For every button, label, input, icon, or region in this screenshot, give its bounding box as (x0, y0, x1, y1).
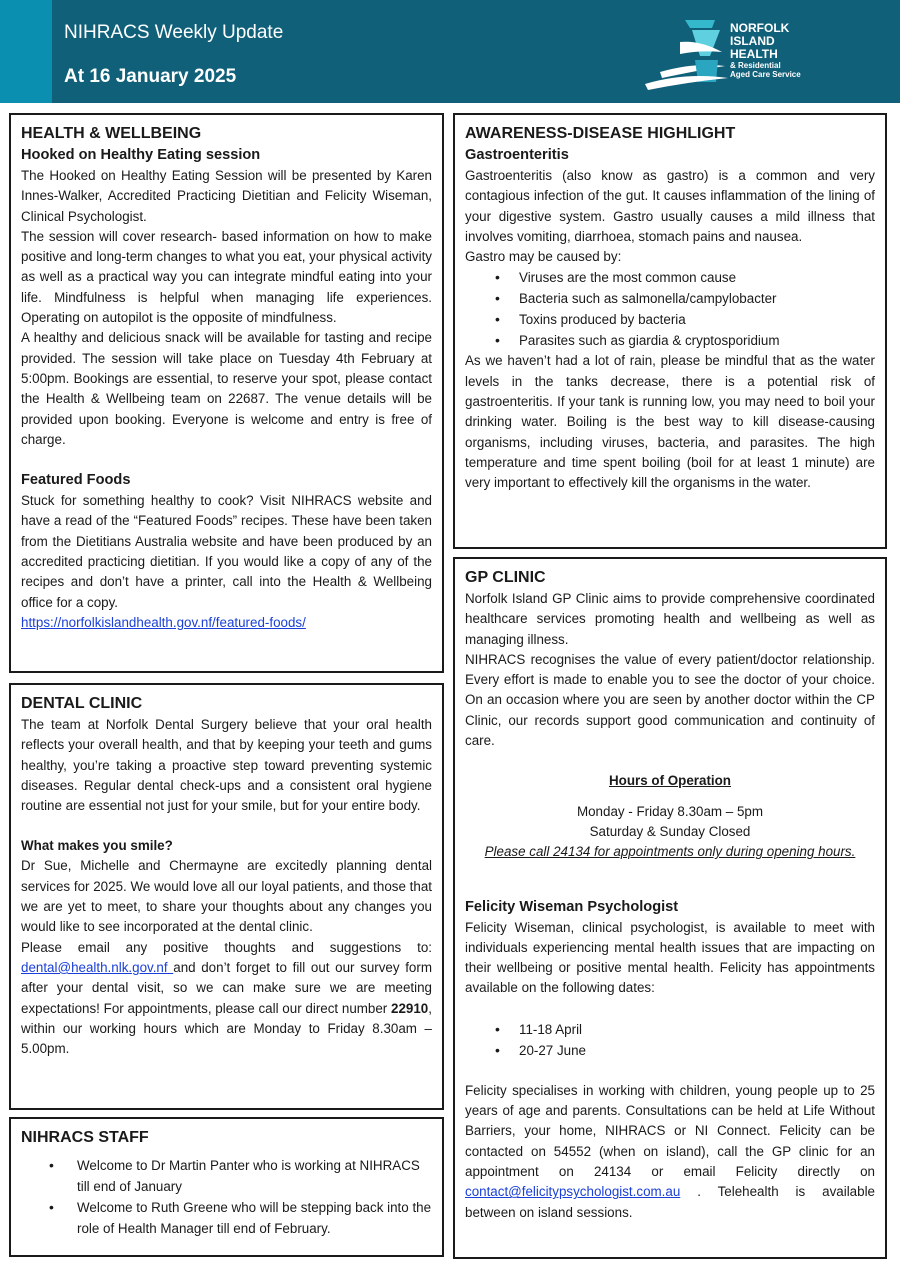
paragraph: Dr Sue, Michelle and Chermayne are excitedly planning dental services for 2025. We would love all our loyal patients, and those that we are yet to meet, to share your thoughts about any changes you would like to see incorporated at the dental clinic. (21, 858, 432, 935)
hours-note: Please call 24134 for appointments only during opening hours. (484, 844, 856, 860)
dental-clinic-section (9, 683, 444, 1110)
list-item: • Toxins produced by bacteria (495, 309, 875, 330)
health-wellbeing-section (9, 113, 444, 673)
page-header (0, 0, 900, 103)
section-heading: AWARENESS-DISEASE HIGHLIGHT (465, 125, 736, 142)
dental-email-link[interactable]: dental@health.nlk.gov.nf (21, 959, 174, 975)
list-item: • 11-18 April (495, 1019, 875, 1040)
list-item: • 20-27 June (495, 1040, 875, 1061)
paragraph: Gastroenteritis (also know as gastro) is a common and very contagious infection of the gut. It causes inflammation of the lining of your digestive system. Gastro usually causes a mild illness that involves vomiting, diarrhoea, stomach pains and nausea. (465, 168, 875, 244)
paragraph: Norfolk Island GP Clinic aims to provide comprehensive coordinated healthcare services promoting health and wellbeing as well as managing illness. (465, 591, 875, 647)
subheading: Felicity Wiseman Psychologist (465, 898, 679, 915)
gp-clinic-section (453, 557, 887, 1259)
dates-list (465, 1019, 875, 1061)
section-heading: NIHRACS STAFF (21, 1129, 149, 1146)
hours-weekday: Monday - Friday 8.30am – 5pm (576, 803, 764, 819)
subheading: Featured Foods (21, 472, 131, 489)
paragraph: The session will cover research- based information on how to make positive and long-term changes to what you eat, your physical activity as well as a practical way you can integrate mindful eating into your life. Mindfulness is helpful when managing life experiences. Operating on autopilot is the opposite of mindfulness. (21, 228, 432, 326)
section-heading: DENTAL CLINIC (21, 695, 143, 712)
logo-wordmark: NORFOLK ISLAND HEALTH (730, 21, 790, 61)
paragraph: As we haven’t had a lot of rain, please be mindful that as the water levels in the tanks decrease, there is a potential risk of gastroenteritis. If your tank is running low, you may need to boil your drinking water. Boiling is the best way to kill disease-causing organisms, including viruses, bacteria, and parasites. The high temperature and time spent boiling (boil for at least 1 minute) are very important to effectively kill the organisms in the water. (465, 353, 875, 491)
paragraph: Felicity Wiseman, clinical psychologist, is available to meet with individuals experiencing mental health issues that are impacting on their wellbeing or positive mental health. Felicity has appointments available on the following dates: (465, 919, 875, 996)
paragraph: The team at Norfolk Dental Surgery believe that your oral health reflects your overall health, and that by keeping your teeth and gums healthy, you’re taking a proactive step toward preventing systemic diseases. Regular dental check-ups and a consistent oral hygiene routine are essential not just for your smile, but for your entire body. (21, 717, 432, 814)
paragraph: NIHRACS recognises the value of every patient/doctor relationship. Every effort is made to enable you to see the doctor of your choice. On an occasion where you are seen by another doctor within the CP Clinic, our records support good communication and continuity of care. (465, 651, 875, 749)
dental-phone-number: 22910 (391, 1000, 429, 1016)
section-heading: HEALTH & WELLBEING (21, 125, 202, 142)
subheading: Gastroenteritis (465, 147, 569, 163)
paragraph: Gastro may be caused by: (465, 249, 622, 265)
psychologist-email-link[interactable]: contact@felicitypsychologist.com.au (465, 1184, 681, 1200)
paragraph: A healthy and delicious snack will be available for tasting and recipe provided. The session will take place on Tuesday 4th February at 5:00pm. Bookings are essential, to reserve your spot, please contact the Health & Wellbeing team on 22687. The venue details will be provided upon booking. Everyone is welcome and entry is free of charge. (21, 330, 432, 447)
newsletter-title: NIHRACS Weekly Update (64, 22, 284, 43)
newsletter-date: At 16 January 2025 (64, 66, 237, 87)
staff-section (9, 1117, 444, 1257)
paragraph: The Hooked on Healthy Eating Session will be presented by Karen Innes-Walker, Accredited Practicing Dietitian and Felicity Wiseman, Clinical Psychologist. (21, 168, 432, 224)
hours-title: Hours of Operation (608, 773, 731, 789)
hours-weekend: Saturday & Sunday Closed (589, 823, 751, 839)
section-heading: GP CLINIC (465, 569, 546, 586)
list-item: • Bacteria such as salmonella/campylobacter (495, 288, 875, 309)
header-accent-strip (0, 0, 52, 103)
paragraph: Felicity specialises in working with children, young people up to 25 years of age and parents. Consultations can be held at Life Without Barriers, your home, NIHRACS or NI Connect. Felicity can be contacted on 54552 (when on island), call the GP clinic for an appointment on 24134 or email Felicity directly on contact@felicitypsychologist.com.au . Telehealth is available between on island sessions. (465, 1082, 875, 1220)
subheading: What makes you smile? (21, 838, 173, 854)
staff-list (21, 1155, 432, 1239)
logo-subtitle: & Residential Aged Care Service (730, 61, 801, 79)
list-item: • Parasites such as giardia & cryptosporidium (495, 330, 875, 351)
causes-list (465, 267, 875, 351)
subheading: Hooked on Healthy Eating session (21, 147, 261, 163)
featured-foods-link[interactable]: https://norfolkislandhealth.gov.nf/featured-foods/ (21, 614, 306, 630)
paragraph: Stuck for something healthy to cook? Visit NIHRACS website and have a read of the “Featured Foods” recipes. These have been taken from the Dietitians Australia website and have been produced by an accredited practicing dietitian. If you would like a copy of any of the recipes and don’t have a printer, call into the Health & Wellbeing office for a copy. (21, 493, 432, 610)
paragraph: Please email any positive thoughts and suggestions to: dental@health.nlk.gov.nf and don’t forget to fill out our survey form after your dental visit, so we can make sure we are meeting expectations! For appointments, please call our direct number 22910, within our working hours which are Monday to Friday 8.30am – 5.00pm. (21, 939, 432, 1057)
list-item: • Welcome to Ruth Greene who will be stepping back into the role of Health Manager till end of February. (49, 1197, 432, 1239)
list-item: • Welcome to Dr Martin Panter who is working at NIHRACS till end of January (49, 1155, 432, 1197)
list-item: • Viruses are the most common cause (495, 267, 875, 288)
awareness-section (453, 113, 887, 549)
